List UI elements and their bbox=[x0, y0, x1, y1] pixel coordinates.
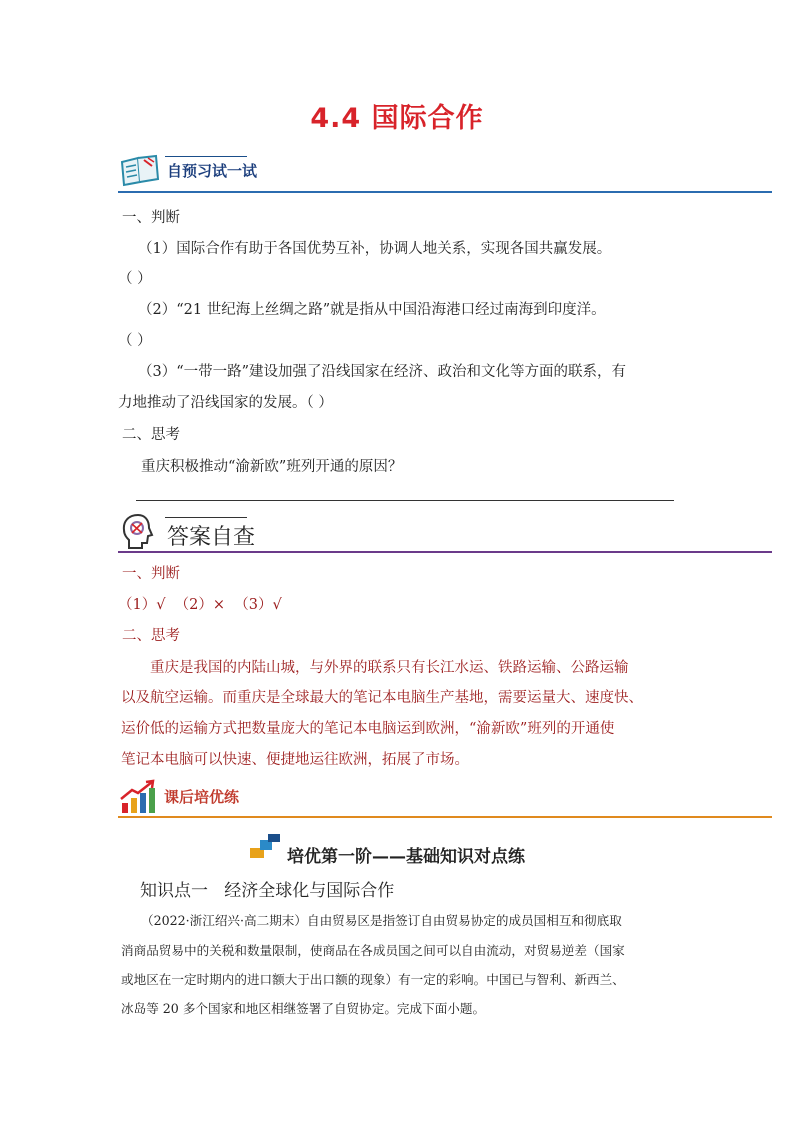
think-question: 重庆积极推动“渝新欧”班列开通的原因？ bbox=[141, 459, 403, 475]
answer-line-2: 以及航空运输。而重庆是全球最大的笔记本电脑生产基地，需要运量大、速度快、 bbox=[121, 690, 643, 706]
section-heading-answers: 答案自查 bbox=[167, 525, 256, 550]
passage-line-4: 冰岛等 20 多个国家和地区相继签署了自贸协定。完成下面小题。 bbox=[121, 1001, 486, 1016]
answer-line-4: 笔记本电脑可以快速、便捷地运往欧洲，拓展了市场。 bbox=[121, 752, 469, 768]
section-divider bbox=[118, 551, 772, 553]
answer-line-1: 重庆是我国的内陆山城，与外界的联系只有长江水运、铁路运输、公路运输 bbox=[150, 660, 629, 676]
passage-line-2: 消商品贸易中的关税和数量限制，使商品在各成员国之间可以自由流动，对贸易逆差（国家 bbox=[121, 943, 625, 958]
heading-overline bbox=[165, 517, 247, 518]
answer-part-title-judge: 一、判断 bbox=[122, 566, 180, 582]
passage-line-1: （2022·浙江绍兴·高二期末）自由贸易区是指签订自由贸易协定的成员国相互和彻底取 bbox=[141, 913, 622, 928]
answer-part-title-think: 二、思考 bbox=[122, 628, 180, 644]
part-title-think: 二、思考 bbox=[122, 427, 180, 443]
question-2: （2）“21 世纪海上丝绸之路”就是指从中国沿海港口经过南海到印度洋。 bbox=[138, 302, 606, 318]
question-3-cont: 力地推动了沿线国家的发展。（ ） bbox=[118, 395, 333, 411]
question-3: （3）“一带一路”建设加强了沿线国家在经济、政治和文化等方面的联系，有 bbox=[138, 364, 627, 380]
question-1-bracket: （ ） bbox=[118, 271, 152, 287]
knowledge-point-title: 知识点一 经济全球化与国际合作 bbox=[140, 881, 395, 901]
brain-head-icon bbox=[118, 511, 158, 551]
section-divider bbox=[118, 816, 772, 818]
question-1: （1）国际合作有助于各国优势互补，协调人地关系，实现各国共赢发展。 bbox=[138, 241, 612, 257]
passage-line-3: 或地区在一定时期内的进口额大于出口额的现象）有一定的彩响。中国已与智利、新西兰、 bbox=[121, 972, 625, 987]
steps-icon bbox=[250, 834, 284, 860]
answer-blank-line bbox=[136, 500, 674, 501]
answer-line-3: 运价低的运输方式把数量庞大的笔记本电脑运到欧洲，“渝新欧”班列的开通使 bbox=[121, 721, 615, 737]
section-divider bbox=[118, 191, 772, 193]
heading-overline bbox=[165, 156, 247, 157]
stage-title: 培优第一阶——基础知识对点练 bbox=[287, 847, 525, 867]
page-title: 4.4 国际合作 bbox=[310, 103, 484, 134]
section-heading-practice: 课后培优练 bbox=[164, 788, 240, 806]
judge-answers: （1）√ （2）× （3）√ bbox=[118, 597, 282, 613]
question-2-bracket: （ ） bbox=[118, 333, 152, 349]
section-heading-preview: 自预习试一试 bbox=[167, 162, 258, 180]
bar-chart-icon bbox=[118, 779, 158, 815]
part-title-judge: 一、判断 bbox=[122, 210, 180, 226]
book-icon bbox=[118, 152, 162, 188]
